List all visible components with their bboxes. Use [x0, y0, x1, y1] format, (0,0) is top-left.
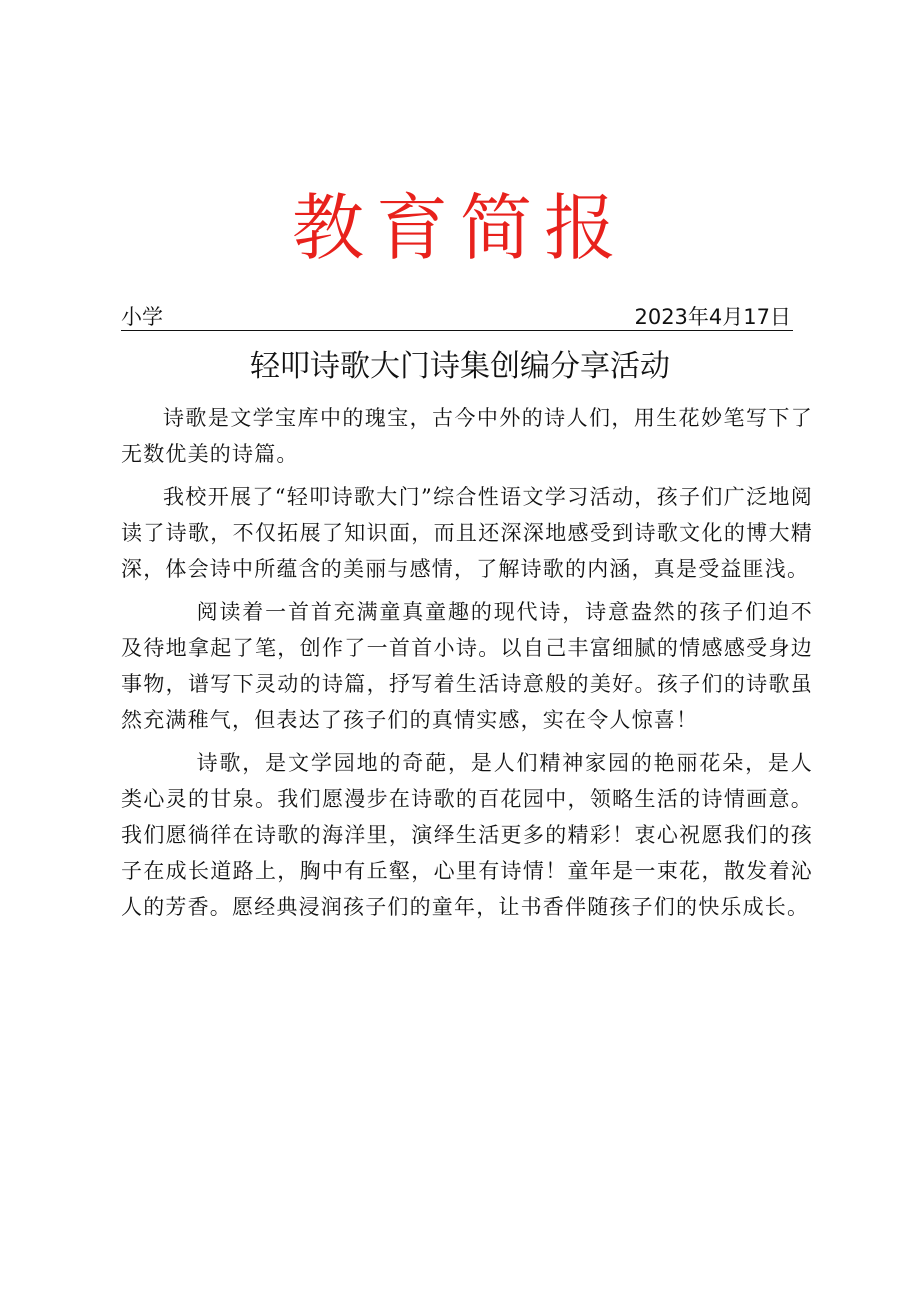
meta-line [121, 304, 793, 331]
article-paragraph-3: 阅读着一首首充满童真童趣的现代诗，诗意盎然的孩子们迫不及待地拿起了笔，创作了一首首小诗。以自己丰富细腻的情感感受身边事物，谱写下灵动的诗篇，抒写着生活诗意般的美好。孩子们的诗歌虽然充满稚气，但表达了孩子们的真情实感，实在令人惊喜！ [121, 600, 813, 732]
article-body [121, 400, 813, 932]
article-paragraph-1: 诗歌是文学宝库中的瑰宝，古今中外的诗人们，用生花妙笔写下了无数优美的诗篇。 [121, 406, 813, 466]
school-name: 小学 [121, 305, 163, 329]
masthead-title: 教育简报 [291, 186, 628, 270]
article-paragraph-4: 诗歌，是文学园地的奇葩，是人们精神家园的艳丽花朵，是人类心灵的甘泉。我们愿漫步在诗歌的百花园中，领略生活的诗情画意。我们愿徜徉在诗歌的海洋里，演绎生活更多的精彩！衷心祝愿我们的孩子在成长道路上，胸中有丘壑，心里有诗情！童年是一束花，散发着沁人的芳香。愿经典浸润孩子们的童年，让书香伴随孩子们的快乐成长。 [121, 751, 813, 919]
article-headline: 轻叩诗歌大门诗集创编分享活动 [250, 349, 670, 384]
issue-date: 2023年4月17日 [634, 305, 791, 329]
article-paragraph-2: 我校开展了“轻叩诗歌大门”综合性语文学习活动，孩子们广泛地阅读了诗歌，不仅拓展了知识面，而且还深深地感受到诗歌文化的博大精深，体会诗中所蕴含的美丽与感情，了解诗歌的内涵，真是受益匪浅。 [121, 485, 813, 581]
